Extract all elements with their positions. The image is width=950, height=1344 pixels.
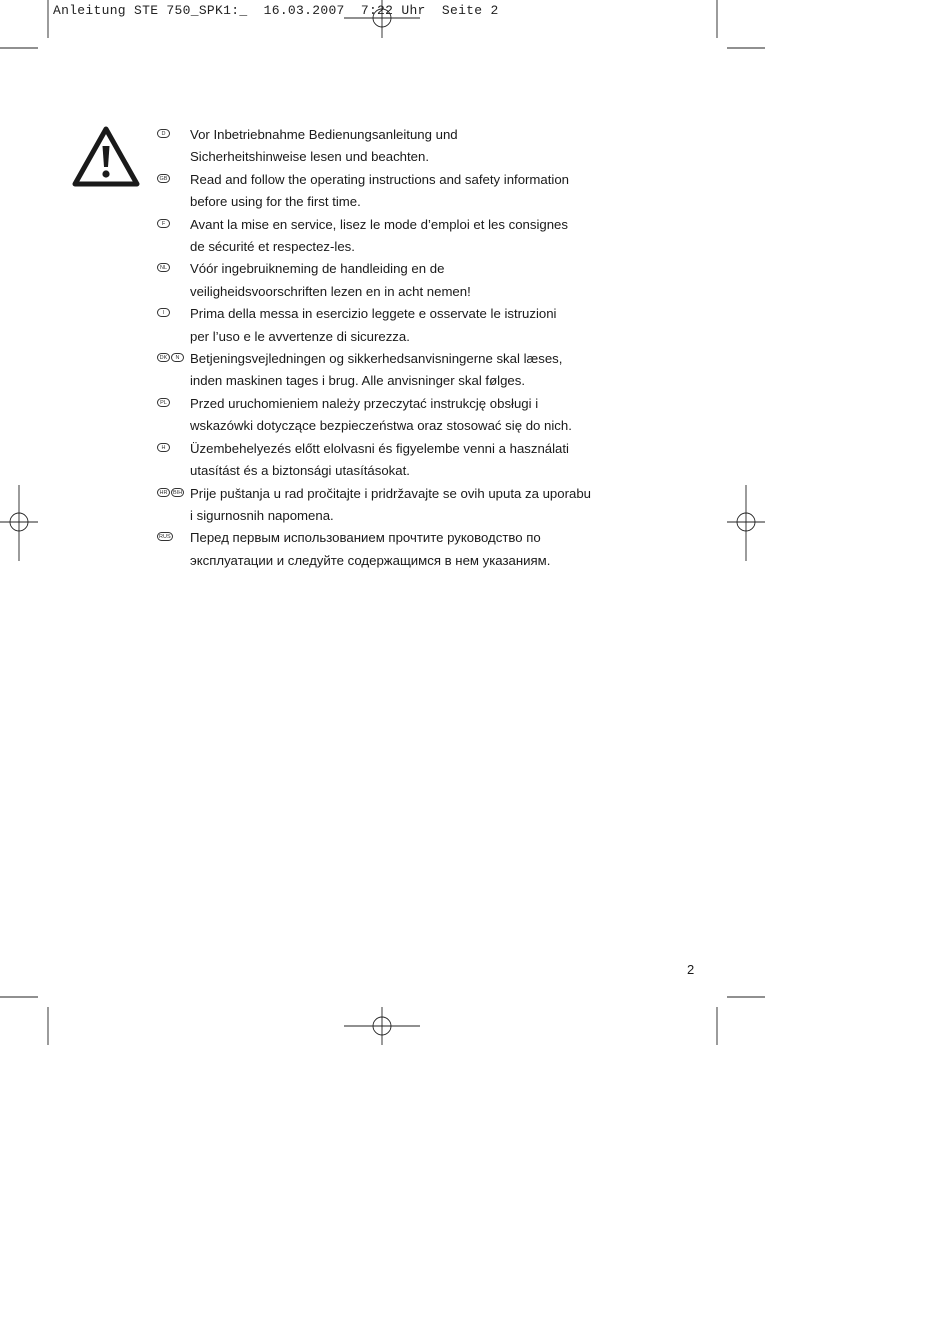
notice-line: Vóór ingebruikneming de handleiding en de xyxy=(190,261,445,277)
notice-line: эксплуатации и следуйте содержащимся в нем указаниям. xyxy=(190,552,551,568)
notice-line: i sigurnosnih napomena. xyxy=(190,507,334,523)
language-code-badge: F xyxy=(157,219,170,228)
language-codes xyxy=(157,174,170,183)
language-codes xyxy=(157,443,170,452)
notice-entry-h xyxy=(157,438,627,483)
language-codes xyxy=(157,353,184,362)
notice-entry-rus xyxy=(157,527,627,572)
language-code-badge: GB xyxy=(157,174,170,183)
notice-entry-nl xyxy=(157,258,627,303)
notice-entry-de xyxy=(157,124,627,169)
notice-line: Betjeningsvejledningen og sikkerhedsanvisningerne skal læses, xyxy=(190,351,563,367)
notice-entry-dk-n xyxy=(157,348,627,393)
language-code-badge: DK xyxy=(157,353,170,362)
notice-entry-hr-bih xyxy=(157,483,627,528)
notice-line: Üzembehelyezés előtt elolvasni és figyelembe venni a használati xyxy=(190,440,569,456)
notice-entry-i xyxy=(157,303,627,348)
language-code-badge: NL xyxy=(157,263,170,272)
notice-entry-gb xyxy=(157,169,627,214)
language-codes xyxy=(157,129,170,138)
notice-line: before using for the first time. xyxy=(190,194,361,210)
language-code-badge: H xyxy=(157,443,170,452)
notice-line: utasítást és a biztonsági utasításokat. xyxy=(190,463,410,479)
notice-line: Перед первым использованием прочтите руководство по xyxy=(190,530,541,546)
notice-line: Sicherheitshinweise lesen und beachten. xyxy=(190,149,429,165)
language-code-badge: RUS xyxy=(159,534,171,541)
notice-line: Prije puštanja u rad pročitajte i pridržavajte se ovih uputa za uporabu xyxy=(190,485,591,501)
warning-icon xyxy=(72,126,140,188)
notice-line: Avant la mise en service, lisez le mode d’emploi et les consignes xyxy=(190,216,568,232)
language-codes xyxy=(157,398,170,407)
language-code-badge: I xyxy=(157,308,170,317)
notice-line: wskazówki dotyczące bezpieczeństwa oraz stosować się do nich. xyxy=(190,418,572,434)
language-code-badge: D xyxy=(157,129,170,138)
notice-line: Read and follow the operating instructions and safety information xyxy=(190,171,569,187)
language-code-badge: PL xyxy=(157,398,170,407)
notice-line: Prima della messa in esercizio leggete e osservate le istruzioni xyxy=(190,306,557,322)
language-codes xyxy=(157,308,170,317)
language-codes xyxy=(157,219,170,228)
notice-line: de sécurité et respectez-les. xyxy=(190,239,355,255)
print-slug-header: Anleitung STE 750_SPK1:_ 16.03.2007 7:22 Uhr Seite 2 xyxy=(53,3,499,18)
notice-line: veiligheidsvoorschriften lezen en in acht nemen! xyxy=(190,283,471,299)
language-codes xyxy=(157,263,170,272)
safety-notice-list xyxy=(157,124,627,572)
language-code-badge: HR xyxy=(157,488,170,497)
language-code-badge: N xyxy=(171,353,184,362)
language-code-badge: BIH xyxy=(173,489,183,496)
notice-entry-f xyxy=(157,214,627,259)
notice-entry-pl xyxy=(157,393,627,438)
language-codes xyxy=(157,488,184,497)
notice-line: inden maskinen tages i brug. Alle anvisninger skal følges. xyxy=(190,373,525,389)
page-number: 2 xyxy=(687,962,695,977)
language-codes xyxy=(157,532,173,541)
notice-line: Przed uruchomieniem należy przeczytać instrukcję obsługi i xyxy=(190,395,539,411)
notice-line: per l’uso e le avvertenze di sicurezza. xyxy=(190,328,410,344)
notice-line: Vor Inbetriebnahme Bedienungsanleitung und xyxy=(190,127,458,142)
